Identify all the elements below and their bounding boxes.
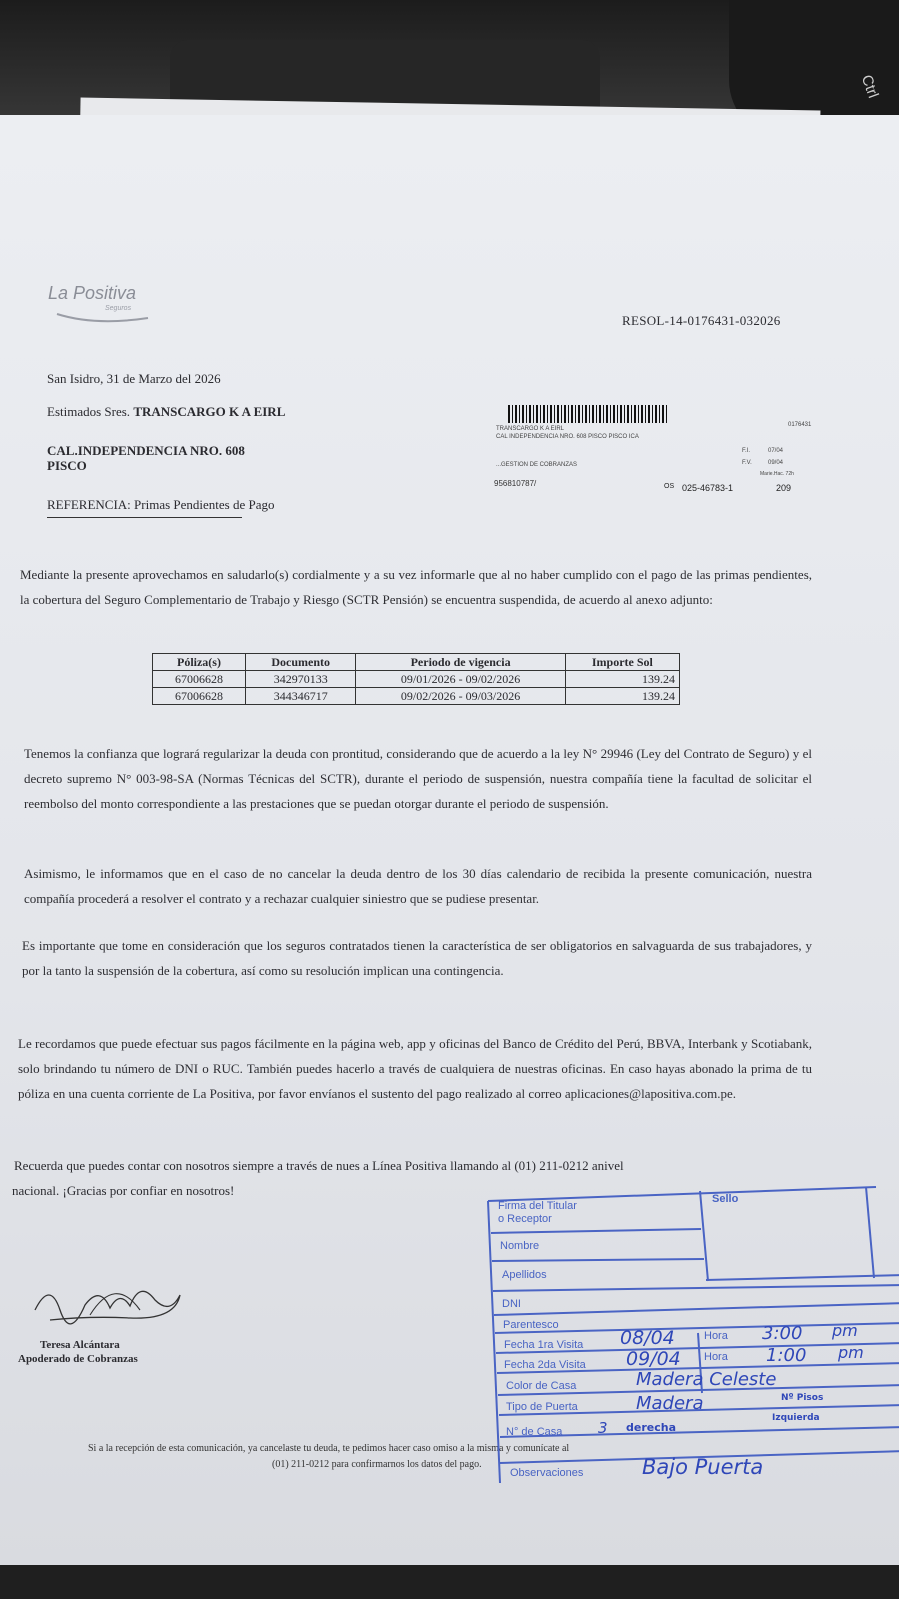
- stamp-firma-label: Firma del Titular: [498, 1200, 577, 1212]
- recipient-name: TRANSCARGO K A EIRL: [133, 404, 286, 419]
- os-label: OS: [664, 483, 675, 490]
- barcode: [508, 405, 668, 423]
- handwritten-signature: [30, 1270, 190, 1335]
- handwritten-pisos: Nº Pisos: [781, 1393, 824, 1403]
- stamp-obs-label: Observaciones: [510, 1467, 584, 1479]
- reference-underline: [47, 517, 242, 518]
- paragraph-legal: Tenemos la confianza que logrará regularizar la deuda con prontitud, considerando que de acuerdo a la ley N° 29946 (Ley del Contrato de Seguro) y el decreto supremo N° 003-98-SA (Normas Técnicas del SCTR), durante el periodo de suspensión, nuestra compañía tiene la facultad de solicitar el reembolso del monto correspondiente a las prestaciones que se puedan otorgar durante el periodo de suspensión.: [24, 746, 812, 811]
- address-label-gestion: ...GESTION DE COBRANZAS: [496, 462, 578, 468]
- table-row: [153, 688, 680, 705]
- handwritten-derecha: derecha: [626, 1421, 676, 1434]
- handwritten-hora2: 1:00: [766, 1345, 807, 1366]
- handwritten-nro: 3: [598, 1419, 608, 1437]
- handwritten-ampm1: pm: [832, 1321, 858, 1340]
- column-header: Periodo de vigencia: [356, 654, 565, 671]
- reference: [47, 497, 275, 513]
- amount-cell: 139.24: [565, 671, 679, 688]
- stamp-parentesco-label: Parentesco: [503, 1319, 559, 1331]
- intro-paragraph: Mediante la presente aprovechamos en saludarlo(s) cordialmente y a su vez informarle que al no haber cumplido con el pago de las primas pendientes, la cobertura del Seguro Complementario de Trabajo y Riesgo (SCTR Pensión) se encuentra suspendida, de acuerdo al anexo adjunto:: [20, 567, 812, 607]
- address-label-phone: 956810787/: [494, 479, 537, 488]
- handwritten-izquierda: Izquierda: [772, 1413, 820, 1423]
- address-label-code: 0176431: [788, 422, 812, 428]
- stamp-dni-label: DNI: [502, 1298, 521, 1310]
- address-label-extra: Marie.Hac. 72h: [760, 471, 794, 477]
- table-row: [153, 671, 680, 688]
- delivery-stamp: [486, 1183, 899, 1513]
- fi-value: 07/04: [768, 448, 784, 454]
- stamp-color-label: Color de Casa: [506, 1380, 577, 1392]
- greeting: [47, 404, 285, 420]
- stamp-fecha1-label: Fecha 1ra Visita: [504, 1339, 584, 1351]
- handwritten-ampm2: pm: [838, 1343, 864, 1362]
- closing-line2: nacional. ¡Gracias por confiar en nosotros!: [12, 1183, 235, 1198]
- period-cell: 09/02/2026 - 09/03/2026: [356, 688, 565, 705]
- os-number: 209: [776, 483, 792, 493]
- company-logo: La Positiva: [48, 283, 137, 303]
- stamp-nombre-label: Nombre: [500, 1240, 540, 1252]
- stamp-receptor-label: o Receptor: [498, 1213, 552, 1225]
- reference-text: Primas Pendientes de Pago: [134, 497, 275, 512]
- fv-value: 09/04: [768, 460, 784, 466]
- column-header: Documento: [245, 654, 355, 671]
- reference-label: REFERENCIA:: [47, 497, 131, 512]
- address-line1: CAL.INDEPENDENCIA NRO. 608: [47, 443, 245, 458]
- stamp-hora1-label: Hora: [704, 1330, 728, 1342]
- address-line2: PISCO: [47, 458, 87, 473]
- resolution-code: RESOL-14-0176431-032026: [622, 313, 781, 328]
- handwritten-hora1: 3:00: [762, 1323, 803, 1344]
- policy-cell: 67006628: [153, 688, 246, 705]
- table-header-row: [153, 654, 680, 671]
- stamp-tipo-label: Tipo de Puerta: [506, 1401, 578, 1413]
- period-cell: 09/01/2026 - 09/02/2026: [356, 671, 565, 688]
- stamp-fecha2-label: Fecha 2da Visita: [504, 1359, 586, 1371]
- paragraph-resolution: Asimismo, le informamos que en el caso de no cancelar la deuda dentro de los 30 días calendario de recibida la presente comunicación, nuestra compañía procederá a resolver el contrato y a rechazar cualquier siniestro que se pudiese presentar.: [24, 866, 812, 906]
- column-header: Importe Sol: [565, 654, 679, 671]
- document-cell: 342970133: [245, 671, 355, 688]
- stamp-nro-label: N° de Casa: [506, 1426, 563, 1438]
- handwritten-color: Madera Celeste: [636, 1369, 777, 1390]
- address-label-line2: CAL INDEPENDENCIA NRO. 608 PISCO PISCO ICA: [496, 434, 639, 440]
- handwritten-fecha2: 09/04: [626, 1348, 681, 1370]
- signer-name: Teresa Alcántara: [40, 1339, 120, 1351]
- ctrl-key-label: Ctrl: [857, 72, 882, 101]
- handwritten-fecha1: 08/04: [620, 1327, 675, 1349]
- column-header: Póliza(s): [153, 654, 246, 671]
- paragraph-obligation: Es importante que tome en consideración que los seguros contratados tienen la característica de ser obligatorios en salvaguarda de sus trabajadores, y por la tanto la suspensión de la cobertura, así como su resolución implican una contingencia.: [22, 938, 812, 978]
- amount-cell: 139.24: [565, 688, 679, 705]
- paragraph-payment: Le recordamos que puede efectuar sus pagos fácilmente en la página web, app y oficinas del Banco de Crédito del Perú, BBVA, Interbank y Scotiabank, solo brindando tu número de DNI o RUC. También puedes hacerlo a través de cualquiera de nuestras oficinas. En caso hayas abonado la prima de tu póliza en una cuenta corriente de La Positiva, por favor envíanos el sustento del pago realizado al correo aplicaciones@lapositiva.com.pe.: [18, 1036, 812, 1101]
- document-cell: 344346717: [245, 688, 355, 705]
- address-label: [492, 405, 832, 505]
- fv-label: F.V.: [742, 460, 752, 466]
- stamp-sello-label: Sello: [712, 1193, 739, 1205]
- fi-label: F.I.: [742, 448, 751, 454]
- os-value: 025-46783-1: [682, 483, 734, 493]
- company-logo-sub: Seguros: [105, 305, 132, 312]
- footer-line2: (01) 211-0212 para confirmarnos los datos del pago.: [272, 1459, 482, 1470]
- handwritten-tipo: Madera: [636, 1393, 704, 1414]
- greeting-prefix: Estimados Sres.: [47, 404, 131, 419]
- place-date: San Isidro, 31 de Marzo del 2026: [47, 371, 221, 386]
- logo-swoosh-icon: [55, 312, 150, 324]
- signer-role: Apoderado de Cobranzas: [18, 1353, 138, 1365]
- stamp-hora2-label: Hora: [704, 1351, 728, 1363]
- footer-line1: Si a la recepción de esta comunicación, ya cancelaste tu deuda, te pedimos hacer caso omiso a la misma y comunícate al: [88, 1443, 570, 1454]
- address-label-line1: TRANSCARGO K A EIRL: [496, 426, 565, 432]
- policy-cell: 67006628: [153, 671, 246, 688]
- policy-table: [152, 653, 680, 705]
- stamp-apellidos-label: Apellidos: [502, 1269, 547, 1281]
- closing-line1: Recuerda que puedes contar con nosotros siempre a través de nues a Línea Positiva llamando al (01) 211-0212 anivel: [14, 1158, 624, 1173]
- handwritten-observaciones: Bajo Puerta: [642, 1455, 764, 1479]
